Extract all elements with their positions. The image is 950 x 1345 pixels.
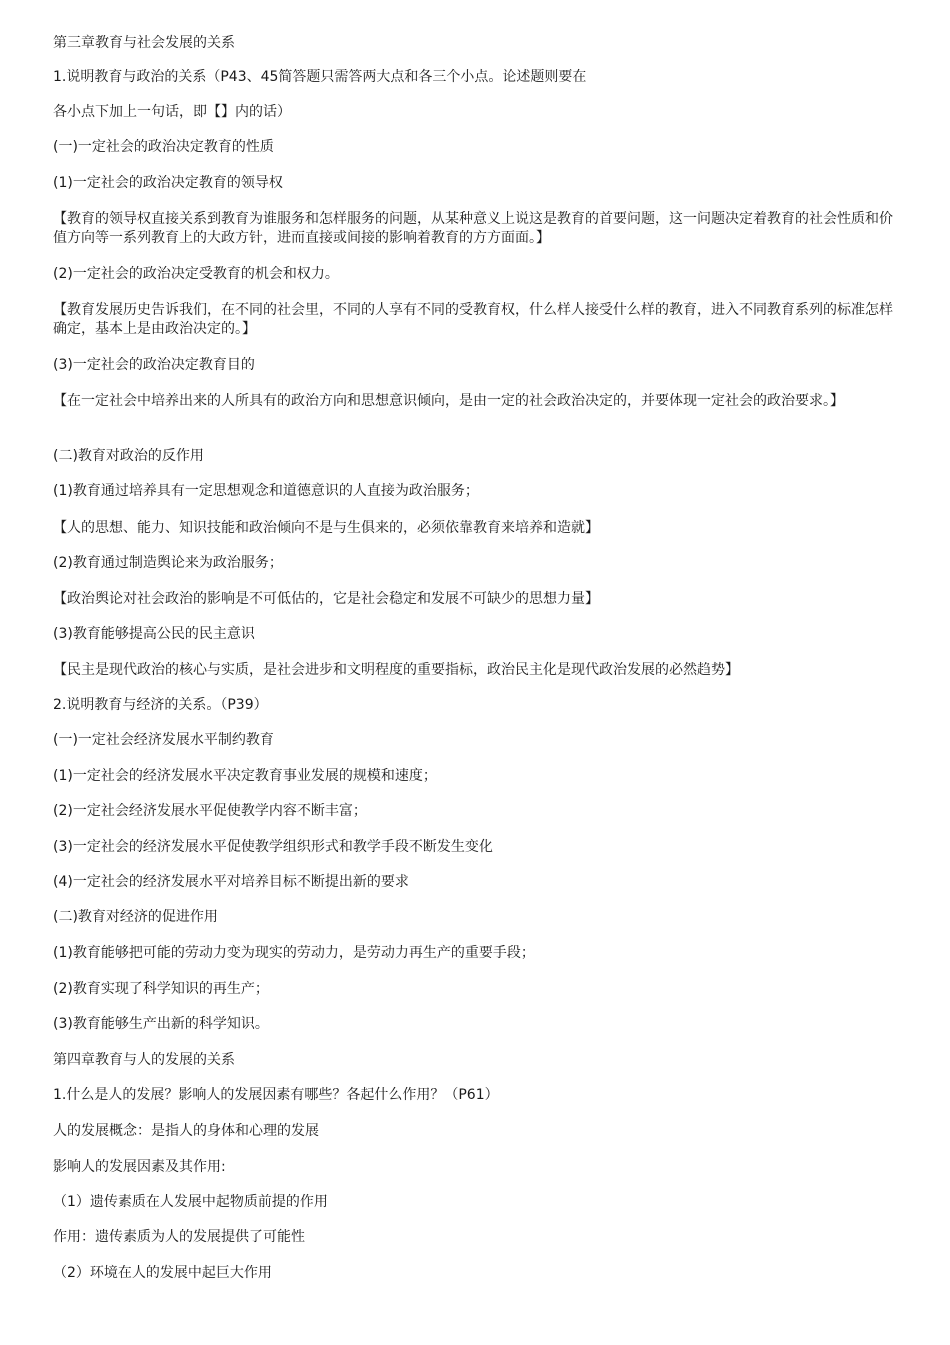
chapter-3-title: 第三章教育与社会发展的关系 bbox=[53, 35, 235, 51]
point-item: (2)教育通过制造舆论来为政治服务； bbox=[53, 555, 283, 571]
section-heading: (二)教育对政治的反作用 bbox=[53, 448, 204, 464]
point-item: (2)一定社会经济发展水平促使教学内容不断丰富； bbox=[53, 803, 367, 819]
point-item: (1)一定社会的政治决定教育的领导权 bbox=[53, 175, 283, 191]
point-item: (3)教育能够提高公民的民主意识 bbox=[53, 626, 255, 642]
section-heading: (二)教育对经济的促进作用 bbox=[53, 909, 218, 925]
point-item: (3)教育能够生产出新的科学知识。 bbox=[53, 1016, 269, 1032]
question-heading: 1.什么是人的发展？影响人的发展因素有哪些？各起什么作用？（P61） bbox=[53, 1087, 499, 1103]
point-item: (3)一定社会的政治决定教育目的 bbox=[53, 357, 255, 373]
bracket-note: 【教育的领导权直接关系到教育为谁服务和怎样服务的问题，从某种意义上说这是教育的首要问题，这一问题决定着教育的社会性质和价值方向等一系列教育上的大政方针，进而直接或间接的影响着教育的方方面面。】 bbox=[53, 211, 893, 246]
question-1-heading: 1.说明教育与政治的关系（P43、45简答题只需答两大点和各三个小点。论述题则要在 bbox=[53, 69, 587, 85]
point-item: (2)教育实现了科学知识的再生产； bbox=[53, 981, 269, 997]
point-item: (2)一定社会的政治决定受教育的机会和权力。 bbox=[53, 266, 339, 282]
factor-item: （1）遗传素质在人发展中起物质前提的作用 bbox=[53, 1194, 328, 1210]
factor-effect: 作用：遗传素质为人的发展提供了可能性 bbox=[53, 1229, 305, 1245]
section-heading: (一)一定社会的政治决定教育的性质 bbox=[53, 139, 274, 155]
bracket-note: 【在一定社会中培养出来的人所具有的政治方向和思想意识倾向，是由一定的社会政治决定的，并要体现一定社会的政治要求。】 bbox=[53, 393, 844, 409]
point-item: (1)教育能够把可能的劳动力变为现实的劳动力，是劳动力再生产的重要手段； bbox=[53, 945, 535, 961]
point-item: (1)教育通过培养具有一定思想观念和道德意识的人直接为政治服务； bbox=[53, 483, 479, 499]
bracket-note: 【政治舆论对社会政治的影响是不可低估的，它是社会稳定和发展不可缺少的思想力量】 bbox=[53, 591, 599, 607]
factors-heading: 影响人的发展因素及其作用: bbox=[53, 1159, 226, 1175]
question-2-heading: 2.说明教育与经济的关系。（P39） bbox=[53, 697, 268, 713]
bracket-note: 【民主是现代政治的核心与实质，是社会进步和文明程度的重要指标，政治民主化是现代政治发展的必然趋势】 bbox=[53, 662, 739, 678]
question-1-heading-cont: 各小点下加上一句话，即【】内的话） bbox=[53, 104, 291, 120]
chapter-4-title: 第四章教育与人的发展的关系 bbox=[53, 1052, 235, 1068]
bracket-note: 【教育发展历史告诉我们，在不同的社会里，不同的人享有不同的受教育权，什么样人接受什么样的教育，进入不同教育系列的标准怎样确定，基本上是由政治决定的。】 bbox=[53, 302, 893, 337]
point-item: (3)一定社会的经济发展水平促使教学组织形式和教学手段不断发生变化 bbox=[53, 839, 493, 855]
point-item: (4)一定社会的经济发展水平对培养目标不断提出新的要求 bbox=[53, 874, 409, 890]
factor-item: （2）环境在人的发展中起巨大作用 bbox=[53, 1265, 272, 1281]
point-item: (1)一定社会的经济发展水平决定教育事业发展的规模和速度； bbox=[53, 768, 437, 784]
definition-line: 人的发展概念：是指人的身体和心理的发展 bbox=[53, 1123, 319, 1139]
section-heading: (一)一定社会经济发展水平制约教育 bbox=[53, 732, 274, 748]
bracket-note: 【人的思想、能力、知识技能和政治倾向不是与生俱来的，必须依靠教育来培养和造就】 bbox=[53, 520, 599, 536]
